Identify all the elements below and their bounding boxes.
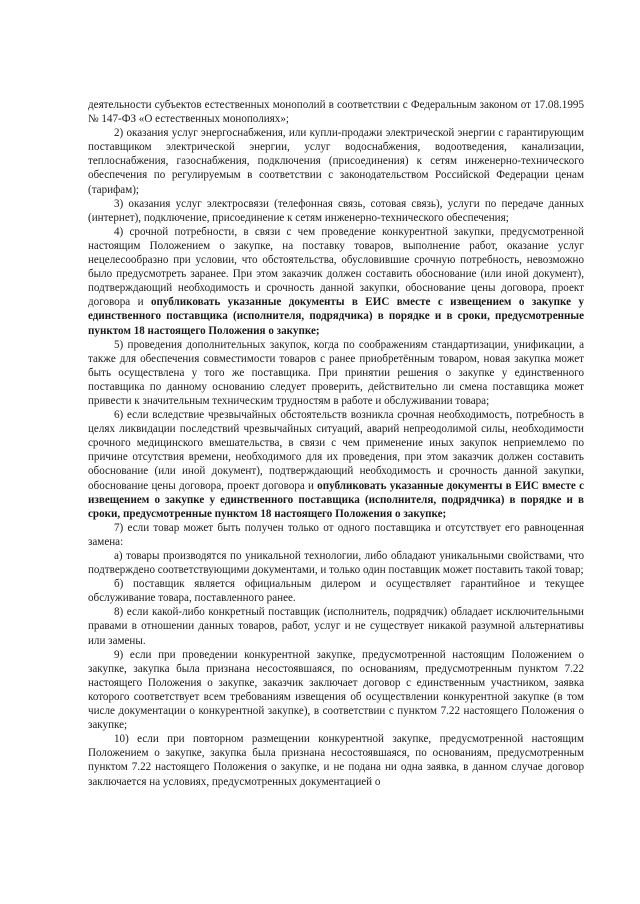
text-run: 6) если вследствие чрезвычайных обстоятельств возникла срочная необходимость, потребность в целях ликвидации последствий чрезвычайных ситуаций, аварий непреодолимой силы, необходимости срочного медицинского вмешательства, в связи с чем применение иных закупок неприемлемо по причине отсутствия времени, необходимого для их проведения, при этом заказчик должен составить обоснование (или иной документ), подтверждающий необходимость и срочность данной закупки, обоснование цены договора, проект договора и bbox=[88, 409, 584, 492]
text-run: деятельности субъектов естественных монополий в соответствии с Федеральным законом от 17.08.1995 № 147-ФЗ «О естественных монополиях»; bbox=[88, 99, 584, 126]
text-run: 8) если какой-либо конкретный поставщик (исполнитель, подрядчик) обладает исключительными правами в отношении данных товаров, работ, услуг и не существует никакой разумной альтернативы или замены. bbox=[88, 606, 584, 647]
text-run: 4) срочной потребности, в связи с чем проведение конкурентной закупки, предусмотренной настоящим Положением о закупке, на поставку товаров, выполнение работ, оказание услуг нецелесообразно при условии, что обстоятельства, обусловившие срочную потребность, невозможно было предусмотреть заранее. При этом заказчик должен составить обоснование (или иной документ), подтверждающий необходимость и срочность данной закупки, обоснование цены договора, проект договора и bbox=[88, 225, 584, 309]
paragraph-p8 bbox=[88, 577, 584, 605]
paragraph-p0 bbox=[88, 98, 584, 126]
text-run: 9) если при проведении конкурентной закупке, предусмотренной настоящим Положением о закупке, закупка была признана несостоявшаяся, по основаниям, предусмотренным пунктом 7.22 настоящего Положения о закупке, заказчик заключает договор с единственным участником, заявка которого соответствует всем требованиям извещения об осуществлении конкурентной закупке (в том числе документации о конкурентной закупке), в соответствии с пунктом 7.22 настоящего Положения о закупке; bbox=[88, 648, 584, 732]
paragraph-p5 bbox=[88, 408, 584, 521]
text-run: 7) если товар может быть получен только от одного поставщика и отсутствует его равноценная замена: bbox=[88, 521, 584, 548]
paragraph-p10 bbox=[88, 648, 584, 733]
paragraph-p9 bbox=[88, 605, 584, 647]
paragraph-p7 bbox=[88, 549, 584, 577]
paragraph-p2 bbox=[88, 197, 584, 225]
paragraph-p3 bbox=[88, 225, 584, 338]
text-run: 2) оказания услуг энергоснабжения, или купли-продажи электрической энергии с гарантирующим поставщиком электрической энергии, услуг водоснабжения, водоотведения, канализации, теплоснабжения, газоснабжения, подключения (присоединения) к сетям инженерно-технического обеспечения по регулируемым в соответствии с законодательством Российской Федерации ценам (тарифам); bbox=[88, 127, 584, 196]
text-run: 3) оказания услуг электросвязи (телефонная связь, сотовая связь), услуги по передаче данных (интернет), подключение, присоединение к сетям инженерно-технического обеспечения; bbox=[88, 197, 584, 224]
paragraph-p4 bbox=[88, 338, 584, 408]
bold-text-run: опубликовать указанные документы в ЕИС вместе с извещением о закупке у единственного поставщика (исполнителя, подрядчика) в порядке и в сроки, предусмотренные пунктом 18 настоящего Положения о закупке; bbox=[88, 296, 584, 337]
document-body bbox=[88, 98, 584, 789]
text-run: б) поставщик является официальным дилером и осуществляет гарантийное и текущее обслуживание товара, поставленного ранее. bbox=[88, 578, 584, 605]
paragraph-p1 bbox=[88, 126, 584, 196]
text-run: 5) проведения дополнительных закупок, когда по соображениям стандартизации, унификации, а также для обеспечения совместимости товаров с ранее приобретённым товаром, новая закупка может быть осуществлена у того же поставщика. При принятии решения о закупке у единственного поставщика по данному основанию следует проверить, действительно ли смена поставщика может привести к значительным техническим трудностям в работе и обслуживании товара; bbox=[88, 338, 584, 407]
bold-text-run: опубликовать указанные документы в ЕИС вместе с извещением о закупке у единственного поставщика (исполнителя, подрядчика) в порядке и в сроки, предусмотренные пунктом 18 настоящего Положения о закупке; bbox=[88, 479, 584, 520]
paragraph-p11 bbox=[88, 732, 584, 788]
paragraph-p6 bbox=[88, 521, 584, 549]
text-run: 10) если при повторном размещении конкурентной закупке, предусмотренной настоящим Положением о закупке, закупка была признана несостоявшаяся, по основаниям, предусмотренным пунктом 7.22 настоящего Положения о закупке, и не подана ни одна заявка, в данном случае договор заключается на условиях, предусмотренных документацией о bbox=[88, 733, 584, 788]
text-run: а) товары производятся по уникальной технологии, либо обладают уникальными свойствами, что подтверждено соответствующими документами, и только один поставщик может поставить такой товар; bbox=[88, 550, 584, 577]
